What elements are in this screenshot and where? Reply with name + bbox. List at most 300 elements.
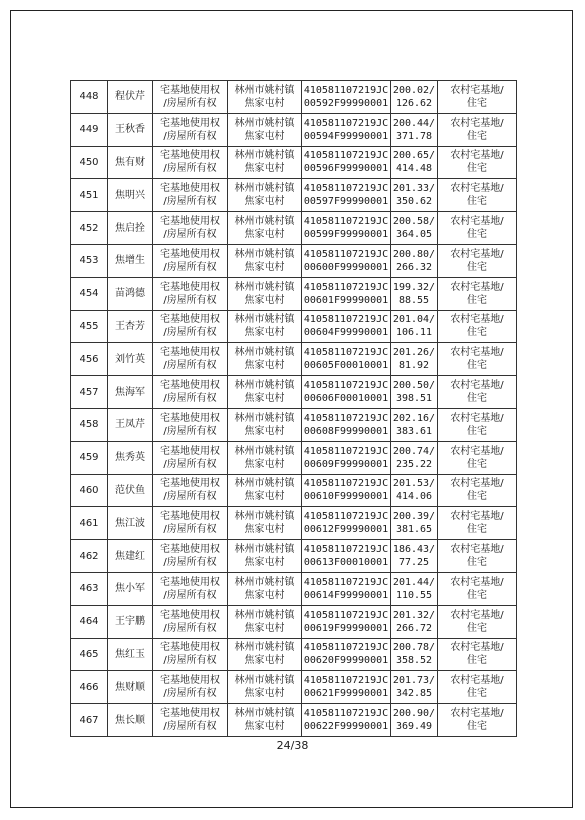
area-cell-line: 200.78/ <box>392 642 436 654</box>
unit-code-cell <box>302 704 391 737</box>
unit-code-cell-line: 00592F99990001 <box>303 97 389 109</box>
table-row <box>71 605 517 638</box>
unit-code-cell <box>302 474 391 507</box>
location-cell-line: 焦家屯村 <box>244 130 285 142</box>
right-type-cell-line: /房屋所有权 <box>163 622 217 634</box>
area-cell-line: 186.43/ <box>392 544 436 556</box>
area-cell-line: 201.32/ <box>392 609 436 621</box>
area-cell-line: 110.55 <box>395 589 433 601</box>
location-cell-line: 林州市姚村镇 <box>234 511 295 523</box>
area-cell <box>391 638 438 671</box>
table-row <box>71 638 517 671</box>
right-type-cell <box>153 310 228 343</box>
unit-code-cell <box>302 376 391 409</box>
area-cell-line: 200.50/ <box>392 380 436 392</box>
right-type-cell-line: 宅基地使用权 <box>160 445 220 457</box>
owner-name-cell: 焦红玉 <box>108 638 153 671</box>
area-cell-line: 350.62 <box>395 196 433 208</box>
record-number-cell: 466 <box>71 671 108 704</box>
usage-cell-line: 住宅 <box>467 491 487 503</box>
unit-code-cell-line: 00594F99990001 <box>303 130 389 142</box>
area-cell-line: 414.06 <box>395 491 433 503</box>
area-cell-line: 126.62 <box>395 97 433 109</box>
location-cell <box>228 474 302 507</box>
unit-code-cell-line: 410581107219JC <box>303 478 389 490</box>
usage-cell-line: 农村宅基地/ <box>450 675 504 687</box>
owner-name-cell: 焦增生 <box>108 244 153 277</box>
owner-name-cell: 王秋香 <box>108 113 153 146</box>
area-cell <box>391 671 438 704</box>
record-number-cell: 454 <box>71 277 108 310</box>
location-cell-line: 焦家屯村 <box>244 163 285 175</box>
area-cell-line: 383.61 <box>395 425 433 437</box>
right-type-cell-line: /房屋所有权 <box>163 458 217 470</box>
right-type-cell-line: /房屋所有权 <box>163 688 217 700</box>
location-cell-line: 林州市姚村镇 <box>234 412 295 424</box>
unit-code-cell-line: 00622F99990001 <box>303 721 389 733</box>
right-type-cell-line: 宅基地使用权 <box>160 248 220 260</box>
right-type-cell <box>153 212 228 245</box>
table-row <box>71 540 517 573</box>
right-type-cell-line: /房屋所有权 <box>163 229 217 241</box>
area-cell-line: 266.72 <box>395 622 433 634</box>
area-cell <box>391 540 438 573</box>
area-cell <box>391 277 438 310</box>
right-type-cell-line: 宅基地使用权 <box>160 478 220 490</box>
area-cell <box>391 310 438 343</box>
table-row <box>71 671 517 704</box>
location-cell <box>228 638 302 671</box>
usage-cell-line: 住宅 <box>467 655 487 667</box>
owner-name-cell: 焦海军 <box>108 376 153 409</box>
right-type-cell-line: 宅基地使用权 <box>160 183 220 195</box>
usage-cell-line: 住宅 <box>467 557 487 569</box>
right-type-cell-line: 宅基地使用权 <box>160 150 220 162</box>
unit-code-cell <box>302 310 391 343</box>
record-number-cell: 462 <box>71 540 108 573</box>
owner-name-cell: 焦有财 <box>108 146 153 179</box>
owner-name-cell: 苗鸿德 <box>108 277 153 310</box>
record-number-cell: 452 <box>71 212 108 245</box>
unit-code-cell-line: 410581107219JC <box>303 412 389 424</box>
right-type-cell-line: 宅基地使用权 <box>160 642 220 654</box>
table-row <box>71 212 517 245</box>
record-number-cell: 463 <box>71 572 108 605</box>
usage-cell <box>438 605 517 638</box>
unit-code-cell <box>302 146 391 179</box>
right-type-cell-line: 宅基地使用权 <box>160 708 220 720</box>
usage-cell <box>438 540 517 573</box>
right-type-cell-line: /房屋所有权 <box>163 163 217 175</box>
record-number-cell: 455 <box>71 310 108 343</box>
right-type-cell-line: /房屋所有权 <box>163 261 217 273</box>
right-type-cell-line: 宅基地使用权 <box>160 511 220 523</box>
unit-code-cell-line: 410581107219JC <box>303 675 389 687</box>
right-type-cell-line: 宅基地使用权 <box>160 576 220 588</box>
usage-cell-line: 农村宅基地/ <box>450 412 504 424</box>
location-cell-line: 焦家屯村 <box>244 655 285 667</box>
record-number-cell: 467 <box>71 704 108 737</box>
right-type-cell <box>153 671 228 704</box>
usage-cell-line: 农村宅基地/ <box>450 183 504 195</box>
area-cell <box>391 244 438 277</box>
right-type-cell-line: /房屋所有权 <box>163 425 217 437</box>
location-cell <box>228 540 302 573</box>
location-cell-line: 焦家屯村 <box>244 229 285 241</box>
usage-cell-line: 农村宅基地/ <box>450 544 504 556</box>
owner-name-cell: 程伏芹 <box>108 81 153 114</box>
area-cell-line: 201.33/ <box>392 183 436 195</box>
record-number-cell: 460 <box>71 474 108 507</box>
usage-cell <box>438 638 517 671</box>
usage-cell-line: 住宅 <box>467 622 487 634</box>
unit-code-cell-line: 410581107219JC <box>303 314 389 326</box>
location-cell-line: 林州市姚村镇 <box>234 183 295 195</box>
unit-code-cell-line: 410581107219JC <box>303 248 389 260</box>
right-type-cell-line: /房屋所有权 <box>163 97 217 109</box>
right-type-cell-line: 宅基地使用权 <box>160 412 220 424</box>
page-number: 24/38 <box>276 739 309 752</box>
area-cell-line: 371.78 <box>395 130 433 142</box>
usage-cell <box>438 277 517 310</box>
right-type-cell-line: 宅基地使用权 <box>160 544 220 556</box>
usage-cell-line: 住宅 <box>467 721 487 733</box>
unit-code-cell <box>302 212 391 245</box>
right-type-cell <box>153 376 228 409</box>
table-row <box>71 441 517 474</box>
usage-cell <box>438 408 517 441</box>
right-type-cell <box>153 277 228 310</box>
table-row <box>71 244 517 277</box>
location-cell-line: 林州市姚村镇 <box>234 281 295 293</box>
usage-cell-line: 住宅 <box>467 393 487 405</box>
location-cell <box>228 671 302 704</box>
location-cell-line: 焦家屯村 <box>244 261 285 273</box>
location-cell <box>228 179 302 212</box>
usage-cell-line: 住宅 <box>467 425 487 437</box>
location-cell <box>228 81 302 114</box>
right-type-cell-line: /房屋所有权 <box>163 721 217 733</box>
right-type-cell <box>153 179 228 212</box>
location-cell-line: 焦家屯村 <box>244 491 285 503</box>
unit-code-cell-line: 410581107219JC <box>303 347 389 359</box>
location-cell-line: 林州市姚村镇 <box>234 642 295 654</box>
table-row <box>71 572 517 605</box>
unit-code-cell-line: 00606F00010001 <box>303 393 389 405</box>
usage-cell-line: 住宅 <box>467 196 487 208</box>
location-cell <box>228 277 302 310</box>
usage-cell-line: 农村宅基地/ <box>450 478 504 490</box>
right-type-cell-line: 宅基地使用权 <box>160 117 220 129</box>
area-cell-line: 200.39/ <box>392 511 436 523</box>
unit-code-cell-line: 00614F99990001 <box>303 589 389 601</box>
table-row <box>71 408 517 441</box>
location-cell <box>228 212 302 245</box>
area-cell-line: 200.74/ <box>392 445 436 457</box>
location-cell <box>228 572 302 605</box>
right-type-cell-line: /房屋所有权 <box>163 196 217 208</box>
right-type-cell-line: /房屋所有权 <box>163 327 217 339</box>
area-cell-line: 199.32/ <box>392 281 436 293</box>
usage-cell-line: 住宅 <box>467 327 487 339</box>
unit-code-cell <box>302 113 391 146</box>
usage-cell-line: 农村宅基地/ <box>450 84 504 96</box>
unit-code-cell <box>302 605 391 638</box>
area-cell-line: 200.90/ <box>392 708 436 720</box>
unit-code-cell-line: 410581107219JC <box>303 150 389 162</box>
unit-code-cell-line: 00612F99990001 <box>303 524 389 536</box>
location-cell <box>228 310 302 343</box>
record-number-cell: 453 <box>71 244 108 277</box>
unit-code-cell-line: 41058110721​9JC <box>303 84 389 96</box>
table-body <box>71 81 517 737</box>
location-cell <box>228 704 302 737</box>
location-cell <box>228 507 302 540</box>
usage-cell-line: 住宅 <box>467 688 487 700</box>
unit-code-cell-line: 00600F99990001 <box>303 261 389 273</box>
area-cell-line: 235.22 <box>395 458 433 470</box>
usage-cell <box>438 212 517 245</box>
location-cell-line: 林州市姚村镇 <box>234 544 295 556</box>
location-cell-line: 焦家屯村 <box>244 557 285 569</box>
record-number-cell: 465 <box>71 638 108 671</box>
location-cell-line: 林州市姚村镇 <box>234 248 295 260</box>
unit-code-cell <box>302 638 391 671</box>
usage-cell-line: 住宅 <box>467 229 487 241</box>
record-number-cell: 464 <box>71 605 108 638</box>
record-number-cell: 458 <box>71 408 108 441</box>
usage-cell <box>438 376 517 409</box>
area-cell <box>391 146 438 179</box>
area-cell-line: 200.44/ <box>392 117 436 129</box>
table-row <box>71 376 517 409</box>
right-type-cell <box>153 81 228 114</box>
unit-code-cell-line: 00604F99990001 <box>303 327 389 339</box>
location-cell-line: 焦家屯村 <box>244 425 285 437</box>
usage-cell-line: 农村宅基地/ <box>450 642 504 654</box>
usage-cell-line: 农村宅基地/ <box>450 576 504 588</box>
right-type-cell <box>153 441 228 474</box>
owner-name-cell: 焦明兴 <box>108 179 153 212</box>
unit-code-cell-line: 410581107219JC <box>303 281 389 293</box>
usage-cell <box>438 81 517 114</box>
unit-code-cell <box>302 277 391 310</box>
owner-name-cell: 焦建红 <box>108 540 153 573</box>
unit-code-cell <box>302 244 391 277</box>
right-type-cell <box>153 113 228 146</box>
table-row <box>71 277 517 310</box>
owner-name-cell: 王宇鹏 <box>108 605 153 638</box>
unit-code-cell <box>302 81 391 114</box>
table-row <box>71 704 517 737</box>
right-type-cell <box>153 638 228 671</box>
right-type-cell <box>153 343 228 376</box>
usage-cell-line: 农村宅基地/ <box>450 216 504 228</box>
unit-code-cell-line: 410581107219JC <box>303 544 389 556</box>
area-cell <box>391 704 438 737</box>
location-cell <box>228 441 302 474</box>
right-type-cell-line: 宅基地使用权 <box>160 380 220 392</box>
location-cell-line: 林州市姚村镇 <box>234 380 295 392</box>
usage-cell <box>438 572 517 605</box>
usage-cell-line: 住宅 <box>467 163 487 175</box>
owner-name-cell: 焦小军 <box>108 572 153 605</box>
location-cell-line: 焦家屯村 <box>244 458 285 470</box>
owner-name-cell: 王杏芳 <box>108 310 153 343</box>
area-cell <box>391 507 438 540</box>
usage-cell-line: 农村宅基地/ <box>450 708 504 720</box>
right-type-cell-line: 宅基地使用权 <box>160 216 220 228</box>
unit-code-cell-line: 410581107219JC <box>303 216 389 228</box>
right-type-cell-line: 宅基地使用权 <box>160 281 220 293</box>
unit-code-cell-line: 00605F00010001 <box>303 360 389 372</box>
unit-code-cell-line: 00613F00010001 <box>303 557 389 569</box>
right-type-cell-line: 宅基地使用权 <box>160 609 220 621</box>
usage-cell <box>438 113 517 146</box>
usage-cell-line: 农村宅基地/ <box>450 445 504 457</box>
owner-name-cell: 焦财顺 <box>108 671 153 704</box>
records-table <box>70 80 517 737</box>
usage-cell-line: 农村宅基地/ <box>450 511 504 523</box>
usage-cell-line: 农村宅基地/ <box>450 150 504 162</box>
record-number-cell: 459 <box>71 441 108 474</box>
usage-cell <box>438 343 517 376</box>
right-type-cell-line: 宅基地使用权 <box>160 314 220 326</box>
unit-code-cell-line: 00621F99990001 <box>303 688 389 700</box>
area-cell <box>391 376 438 409</box>
record-number-cell: 456 <box>71 343 108 376</box>
location-cell-line: 焦家屯村 <box>244 688 285 700</box>
area-cell <box>391 81 438 114</box>
table-row <box>71 179 517 212</box>
right-type-cell-line: /房屋所有权 <box>163 130 217 142</box>
usage-cell <box>438 146 517 179</box>
owner-name-cell: 范伏鱼 <box>108 474 153 507</box>
owner-name-cell: 焦长顺 <box>108 704 153 737</box>
location-cell-line: 林州市姚村镇 <box>234 609 295 621</box>
area-cell <box>391 474 438 507</box>
unit-code-cell-line: 410581107219JC <box>303 576 389 588</box>
area-cell-line: 201.44/ <box>392 576 436 588</box>
record-number-cell: 449 <box>71 113 108 146</box>
location-cell-line: 林州市姚村镇 <box>234 84 295 96</box>
usage-cell-line: 住宅 <box>467 524 487 536</box>
right-type-cell <box>153 507 228 540</box>
unit-code-cell <box>302 441 391 474</box>
unit-code-cell <box>302 179 391 212</box>
usage-cell <box>438 507 517 540</box>
record-number-cell: 461 <box>71 507 108 540</box>
location-cell-line: 林州市姚村镇 <box>234 347 295 359</box>
area-cell-line: 201.04/ <box>392 314 436 326</box>
location-cell-line: 焦家屯村 <box>244 196 285 208</box>
right-type-cell-line: /房屋所有权 <box>163 360 217 372</box>
right-type-cell-line: /房屋所有权 <box>163 393 217 405</box>
usage-cell <box>438 704 517 737</box>
table-row <box>71 310 517 343</box>
location-cell-line: 林州市姚村镇 <box>234 150 295 162</box>
area-cell-line: 81.92 <box>398 360 430 372</box>
right-type-cell <box>153 540 228 573</box>
unit-code-cell-line: 00599F99990001 <box>303 229 389 241</box>
location-cell-line: 林州市姚村镇 <box>234 478 295 490</box>
unit-code-cell-line: 00610F99990001 <box>303 491 389 503</box>
right-type-cell-line: /房屋所有权 <box>163 589 217 601</box>
location-cell-line: 焦家屯村 <box>244 589 285 601</box>
table-row <box>71 146 517 179</box>
usage-cell-line: 农村宅基地/ <box>450 314 504 326</box>
usage-cell <box>438 441 517 474</box>
area-cell-line: 201.26/ <box>392 347 436 359</box>
unit-code-cell-line: 410581107219JC <box>303 445 389 457</box>
unit-code-cell-line: 00620F99990001 <box>303 655 389 667</box>
unit-code-cell-line: 410581107219JC <box>303 117 389 129</box>
right-type-cell <box>153 572 228 605</box>
area-cell-line: 77.25 <box>398 557 430 569</box>
unit-code-cell <box>302 507 391 540</box>
area-cell-line: 88.55 <box>398 294 430 306</box>
area-cell <box>391 113 438 146</box>
area-cell-line: 106.11 <box>395 327 433 339</box>
usage-cell <box>438 671 517 704</box>
record-number-cell: 457 <box>71 376 108 409</box>
location-cell-line: 焦家屯村 <box>244 393 285 405</box>
unit-code-cell-line: 00596F99990001 <box>303 163 389 175</box>
unit-code-cell <box>302 540 391 573</box>
table-row <box>71 507 517 540</box>
owner-name-cell: 刘竹英 <box>108 343 153 376</box>
unit-code-cell-line: 410581107219JC <box>303 642 389 654</box>
area-cell-line: 342.85 <box>395 688 433 700</box>
unit-code-cell-line: 00619F99990001 <box>303 622 389 634</box>
location-cell-line: 林州市姚村镇 <box>234 708 295 720</box>
usage-cell-line: 农村宅基地/ <box>450 609 504 621</box>
location-cell <box>228 113 302 146</box>
right-type-cell <box>153 474 228 507</box>
right-type-cell <box>153 605 228 638</box>
right-type-cell-line: /房屋所有权 <box>163 294 217 306</box>
location-cell-line: 焦家屯村 <box>244 294 285 306</box>
usage-cell <box>438 244 517 277</box>
area-cell-line: 414.48 <box>395 163 433 175</box>
unit-code-cell <box>302 343 391 376</box>
area-cell-line: 266.32 <box>395 261 433 273</box>
owner-name-cell: 焦秀英 <box>108 441 153 474</box>
area-cell-line: 200.65/ <box>392 150 436 162</box>
location-cell-line: 林州市姚村镇 <box>234 675 295 687</box>
area-cell <box>391 179 438 212</box>
table-row <box>71 474 517 507</box>
location-cell-line: 林州市姚村镇 <box>234 445 295 457</box>
area-cell <box>391 605 438 638</box>
right-type-cell-line: /房屋所有权 <box>163 557 217 569</box>
location-cell-line: 焦家屯村 <box>244 721 285 733</box>
location-cell-line: 焦家屯村 <box>244 524 285 536</box>
location-cell <box>228 146 302 179</box>
usage-cell-line: 住宅 <box>467 261 487 273</box>
record-number-cell: 451 <box>71 179 108 212</box>
usage-cell-line: 住宅 <box>467 360 487 372</box>
area-cell-line: 398.51 <box>395 393 433 405</box>
right-type-cell-line: /房屋所有权 <box>163 491 217 503</box>
location-cell-line: 焦家屯村 <box>244 97 285 109</box>
area-cell <box>391 212 438 245</box>
location-cell <box>228 376 302 409</box>
area-cell-line: 200.80/ <box>392 248 436 260</box>
usage-cell-line: 农村宅基地/ <box>450 248 504 260</box>
right-type-cell-line: 宅基地使用权 <box>160 675 220 687</box>
unit-code-cell-line: 00601F99990001 <box>303 294 389 306</box>
